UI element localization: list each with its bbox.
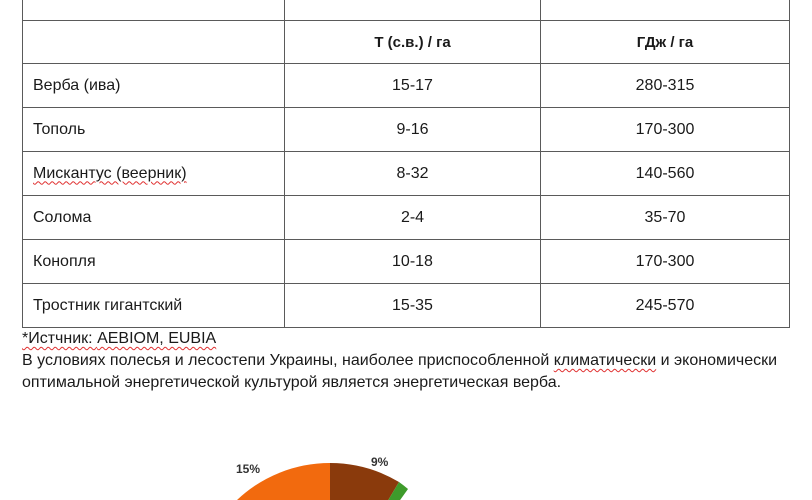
- crop-name-cell: Тростник гигантский: [23, 284, 285, 328]
- table-row: [23, 284, 790, 328]
- paragraph-misspelled-word: климатически: [553, 352, 657, 369]
- crop-name-text: Мискантус (веерник): [33, 164, 187, 182]
- header-culture-cell: [23, 0, 285, 21]
- energy-crops-table: [22, 0, 790, 328]
- table-row: [23, 108, 790, 152]
- table-row: [23, 240, 790, 284]
- source-note: [22, 328, 802, 350]
- energy-cell: 245-570: [541, 284, 790, 328]
- energy-cell: 280-315: [541, 64, 790, 108]
- pie-chart-partial: [0, 440, 812, 500]
- paragraph-text-2: и экономически оптимальной энергетической культурой является энергетическая верба.: [22, 352, 778, 391]
- energy-cell: 35-70: [541, 196, 790, 240]
- table-row: [23, 196, 790, 240]
- crop-name-cell: Конопля: [23, 240, 285, 284]
- energy-cell: 170-300: [541, 240, 790, 284]
- table-row: [23, 152, 790, 196]
- yield-cell: 8-32: [285, 152, 541, 196]
- pie-label-9: 9%: [371, 455, 389, 469]
- yield-cell: 2-4: [285, 196, 541, 240]
- units-empty-cell: [23, 21, 285, 64]
- crop-name-cell: Верба (ива): [23, 64, 285, 108]
- notes-block: [22, 328, 802, 394]
- source-prefix: *Истчник:: [22, 330, 98, 347]
- units-yield-cell: Т (с.в.) / га: [285, 21, 541, 64]
- energy-cell: 170-300: [541, 108, 790, 152]
- units-energy-cell: ГДж / га: [541, 21, 790, 64]
- pie-label-15: 15%: [236, 462, 261, 476]
- paragraph-text-1: В условиях полесья и лесостепи Украины, наиболее приспособленной: [22, 352, 554, 369]
- yield-cell: 9-16: [285, 108, 541, 152]
- source-orgs: AEBIOM, EUBIA: [97, 330, 217, 347]
- conclusion-paragraph: [22, 350, 802, 394]
- header-yield-cell: [285, 0, 541, 21]
- table-row: [23, 64, 790, 108]
- yield-cell: 10-18: [285, 240, 541, 284]
- crop-name-cell: [23, 152, 285, 196]
- energy-cell: 140-560: [541, 152, 790, 196]
- crop-name-cell: Солома: [23, 196, 285, 240]
- header-energy-cell: [541, 0, 790, 21]
- yield-cell: 15-17: [285, 64, 541, 108]
- yield-cell: 15-35: [285, 284, 541, 328]
- crop-name-cell: Тополь: [23, 108, 285, 152]
- table-header-row: [23, 0, 790, 21]
- pie-slice-brown: [330, 463, 399, 500]
- table-units-row: [23, 21, 790, 64]
